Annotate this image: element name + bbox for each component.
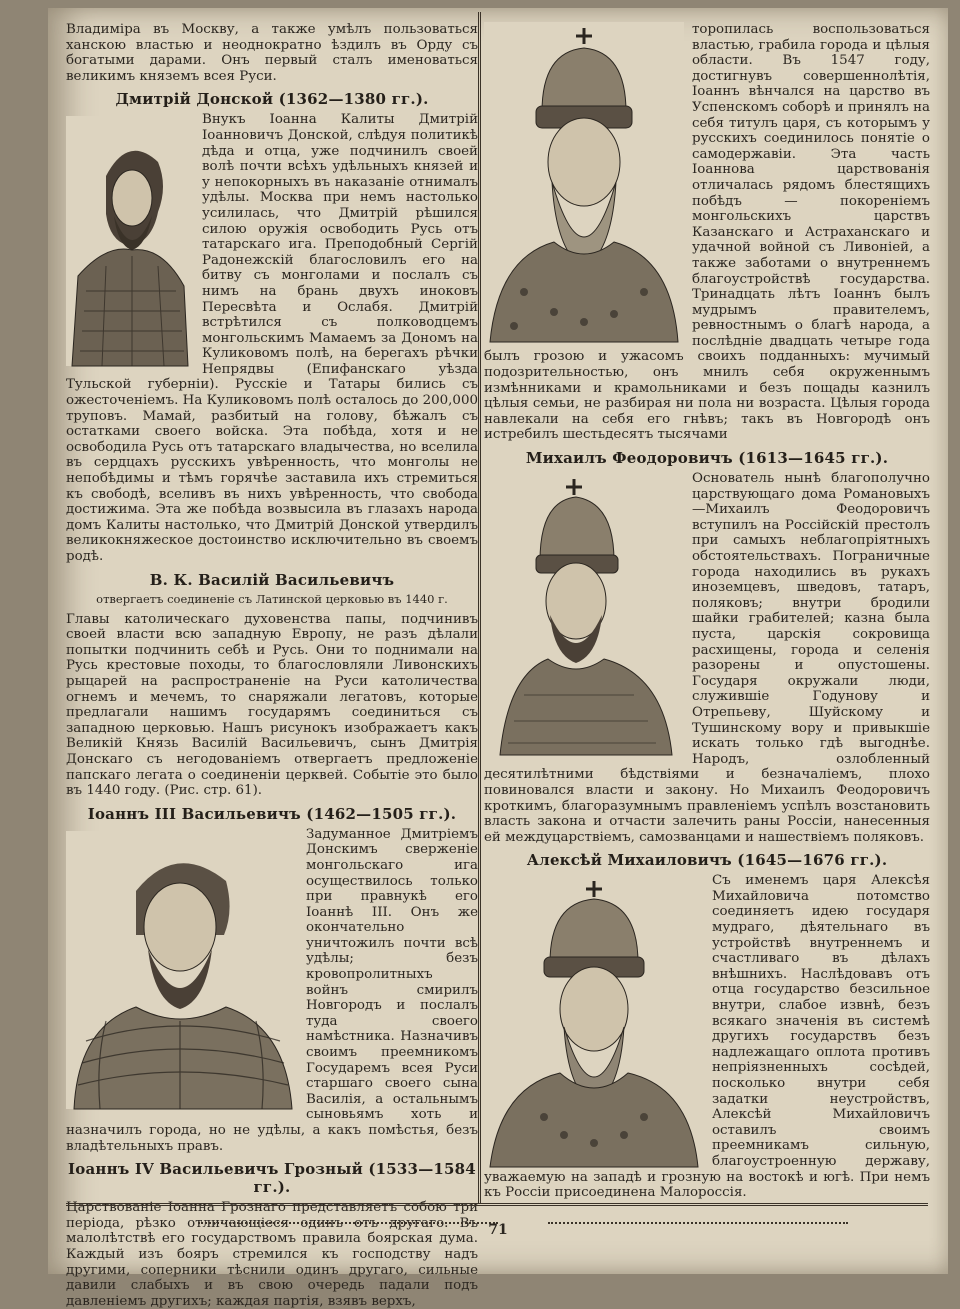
text-aleksey: Съ именемъ царя Алексѣя Михайловича потомство соединяетъ идею государя мудраго, дѣятельнаго въ устройствѣ внутреннемъ и счастливаго въ дѣлахъ внѣшнихъ. Наслѣдовавъ отъ отца государство безсильное внутри, слабое извнѣ, безъ всякаго значенія въ системѣ другихъ государствъ безъ надлежащаго оплота противъ непріязненныхъ сосѣдей, посколько внутри себя задатки неустройствъ, Алексѣй Михайловичъ оставилъ своимъ преемникамъ сильную, благоустроенную державу, уважаемую на западѣ и грозную на востокѣ и югѣ. При немъ къ Россіи присоединена Малороссія.: [484, 873, 930, 1201]
left-column: [66, 8, 478, 1309]
section-vasily: [66, 571, 478, 799]
text-ivan4: Царствованіе Іоанна Грознаго представляетъ собою три періода, рѣзко отличающіеся одинъ отъ другаго. Въ малолѣтствѣ его государствомъ правила боярская дума. Каждый изъ бояръ стремился къ господству надъ другими, соперники тѣснили одинъ другаго, сильные давили слабыхъ и въ свою очередь падали подъ давленіемъ другихъ; каждая партія, взявъ верхъ,: [66, 1200, 478, 1309]
section-mikhail: [484, 449, 930, 845]
text-vasily: Главы католическаго духовенства папы, подчинивъ своей власти всю западную Европу, не разъ дѣлали попытки подчинить себѣ и Русь. Они то поднимали на Русь крестовые походы, то благословляли Ливонскихъ рыцарей на распространеніе на Руси католичества огнемъ и мечемъ, то снаряжали легатовъ, которые предлагали нашимъ государямъ соединиться съ западною церковью. Нашъ рисунокъ изображаетъ какъ Великій Князь Василій Васильевичъ, сынъ Дмитрія Донскаго съ негодованіемъ отвергаетъ предложеніе папскаго легата о соединеніи церквей. Событіе это было въ 1440 году. (Рис. стр. 61).: [66, 611, 478, 799]
page-number: 71: [488, 1222, 508, 1238]
portrait-dmitry-donskoy: [66, 116, 194, 366]
text-ivan4-continued: торопилась воспользоваться властью, грабила города и цѣлыя области. Въ 1547 году, достигнувъ совершеннолѣтія, Іоаннъ вѣнчался на царство въ Успенскомъ соборѣ и принялъ на себя титулъ царя, съ которымъ у русскихъ соединилось понятіе о самодержавіи. Эта часть Іоаннова царствованія отличалась рядомъ блестящихъ побѣдъ — покореніемъ монгольскихъ царствъ Казанскаго и Астраханскаго и удачной войной съ Ливоніей, а также заботами о внутреннемъ благоустройствѣ государства. Тринадцать лѣтъ Іоаннъ былъ мудрымъ правителемъ, ревностнымъ о благѣ народа, а послѣдніе двадцать четыре года былъ грозою и ужасомъ своихъ подданныхъ: мучимый подозрительностью, онъ мнилъ себя окруженнымъ измѣнниками и крамольниками и безъ пощады казнилъ цѣлыя семьи, не разбирая ни пола ни возраста. Цѣлыя города навлекали на себя его гнѣвъ; такъ въ Новгородѣ онъ истребилъ шестьдесятъ тысячами: [484, 22, 930, 443]
intro-paragraph: Владиміра въ Москву, а также умѣлъ пользоваться ханскою властью и неоднократно ѣздилъ въ Орду съ богатыми дарами. Онъ первый сталъ именоваться великимъ княземъ всея Руси.: [66, 22, 478, 84]
book-page: [48, 8, 948, 1309]
heading-ivan4: Іоаннъ IV Васильевичъ Грозный (1533—1584 гг.).: [68, 1160, 476, 1197]
heading-ivan3: Іоаннъ III Васильевичъ (1462—1505 гг.).: [87, 804, 457, 823]
right-column: [484, 8, 930, 1210]
portrait-ivan-iii: [66, 831, 298, 1109]
column-divider: [478, 12, 481, 1204]
portrait-mikhail-fedorovich: [484, 475, 684, 755]
section-ivan3: [66, 805, 478, 1154]
heading-mikhail: Михаилъ Феодоровичъ (1613—1645 гг.).: [525, 449, 889, 468]
subheading-vasily: отвергаетъ соединеніе съ Латинской церковью въ 1440 г.: [96, 591, 448, 606]
heading-aleksey: Алексѣй Михаиловичъ (1645—1676 гг.).: [526, 851, 888, 870]
portrait-aleksey-mikhailovich: [484, 877, 704, 1167]
text-ivan3: Задуманное Дмитріемъ Донскимъ сверженіе монгольскаго ига осуществилось только при правнукѣ его Іоаннѣ III. Онъ же окончательно уничтожилъ почти всѣ удѣлы; безъ кровопролитныхъ войнъ смирилъ Новгородъ и послалъ туда своего намѣстника. Назначивъ своимъ преемникомъ Государемъ всея Руси старшаго своего сына Василія, а остальнымъ сыновьямъ хоть и назначилъ города, но не удѣлы, а какъ помѣстья, безъ владѣтельныхъ правъ.: [66, 826, 478, 1154]
section-aleksey: [484, 851, 930, 1200]
heading-vasily: В. К. Василій Васильевичъ: [149, 570, 395, 589]
portrait-ivan-iv: [484, 22, 684, 342]
bottom-rule: [66, 1203, 928, 1206]
text-mikhail: Основатель нынѣ благополучно царствующаго дома Романовыхъ—Михаилъ Феодоровичъ вступилъ на Россійскій престолъ при самыхъ неблагопріятныхъ обстоятельствахъ. Пограничные города находились въ рукахъ иноземцевъ, шведовъ, татаръ, поляковъ; внутри бродили шайки грабителей; казна была пуста, царскія сокровища расхищены, города и селенія разорены и опустошены. Государя окружали люди, служившіе Годунову и Отрепьеву, Шуйскому и Тушинскому вору и привыкшіе искать только гдѣ выгоднѣе. Народъ, озлобленный десятилѣтними бѣдствіями и безначаліемъ, плохо повиновался власти и закону. Но Михаилъ Феодоровичъ кроткимъ, благоразумнымъ правленіемъ успѣлъ возстановить власть закона и отчасти залечить раны Россіи, нанесенныя ей междуцарствіемъ, самозванцами и нашествіемъ поляковъ.: [484, 471, 930, 845]
text-donskoy: Внукъ Іоанна Калиты Дмитрій Іоанновичъ Донской, слѣдуя политикѣ дѣда и отца, уже подчинилъ своей волѣ почти всѣхъ удѣльныхъ князей и у непокорныхъ въ наказаніе отнималъ удѣлы. Москва при немъ настолько усилилась, что Дмитрій рѣшился силою оружія освободить Русь отъ татарскаго ига. Преподобный Сергій Радонежскій благословилъ его на битву съ монголами и послалъ съ нимъ на брань двухъ иноковъ Пересвѣта и Ослабя. Дмитрій встрѣтился съ полководцемъ монгольскимъ Мамаемъ за Дономъ на Куликовомъ полѣ, на берегахъ рѣчки Непрядвы (Епифанскаго уѣзда Тульской губерніи). Русскіе и Татары бились съ ожесточеніемъ. На Куликовомъ полѣ осталось до 200,000 труповъ. Мамай, разбитый на голову, бѣжалъ съ остатками своего войска. Эта побѣда, хотя и не освободила Русь отъ татарскаго владычества, но вселила въ сердцахъ русскихъ увѣренность, что монголы не непобѣдимы и тѣмъ горячѣе заставила ихъ стремиться къ свободѣ, вселивъ въ нихъ увѣренность, что свобода достижима. Эта же побѣда возвысила въ глазахъ народа домъ Калиты настолько, что Дмитрій Донской утвердилъ великокняжеское достоинство исключительно въ своемъ родѣ.: [66, 112, 478, 564]
section-donskoy: [66, 90, 478, 564]
heading-donskoy: Дмитрій Донской (1362—1380 гг.).: [115, 90, 429, 109]
